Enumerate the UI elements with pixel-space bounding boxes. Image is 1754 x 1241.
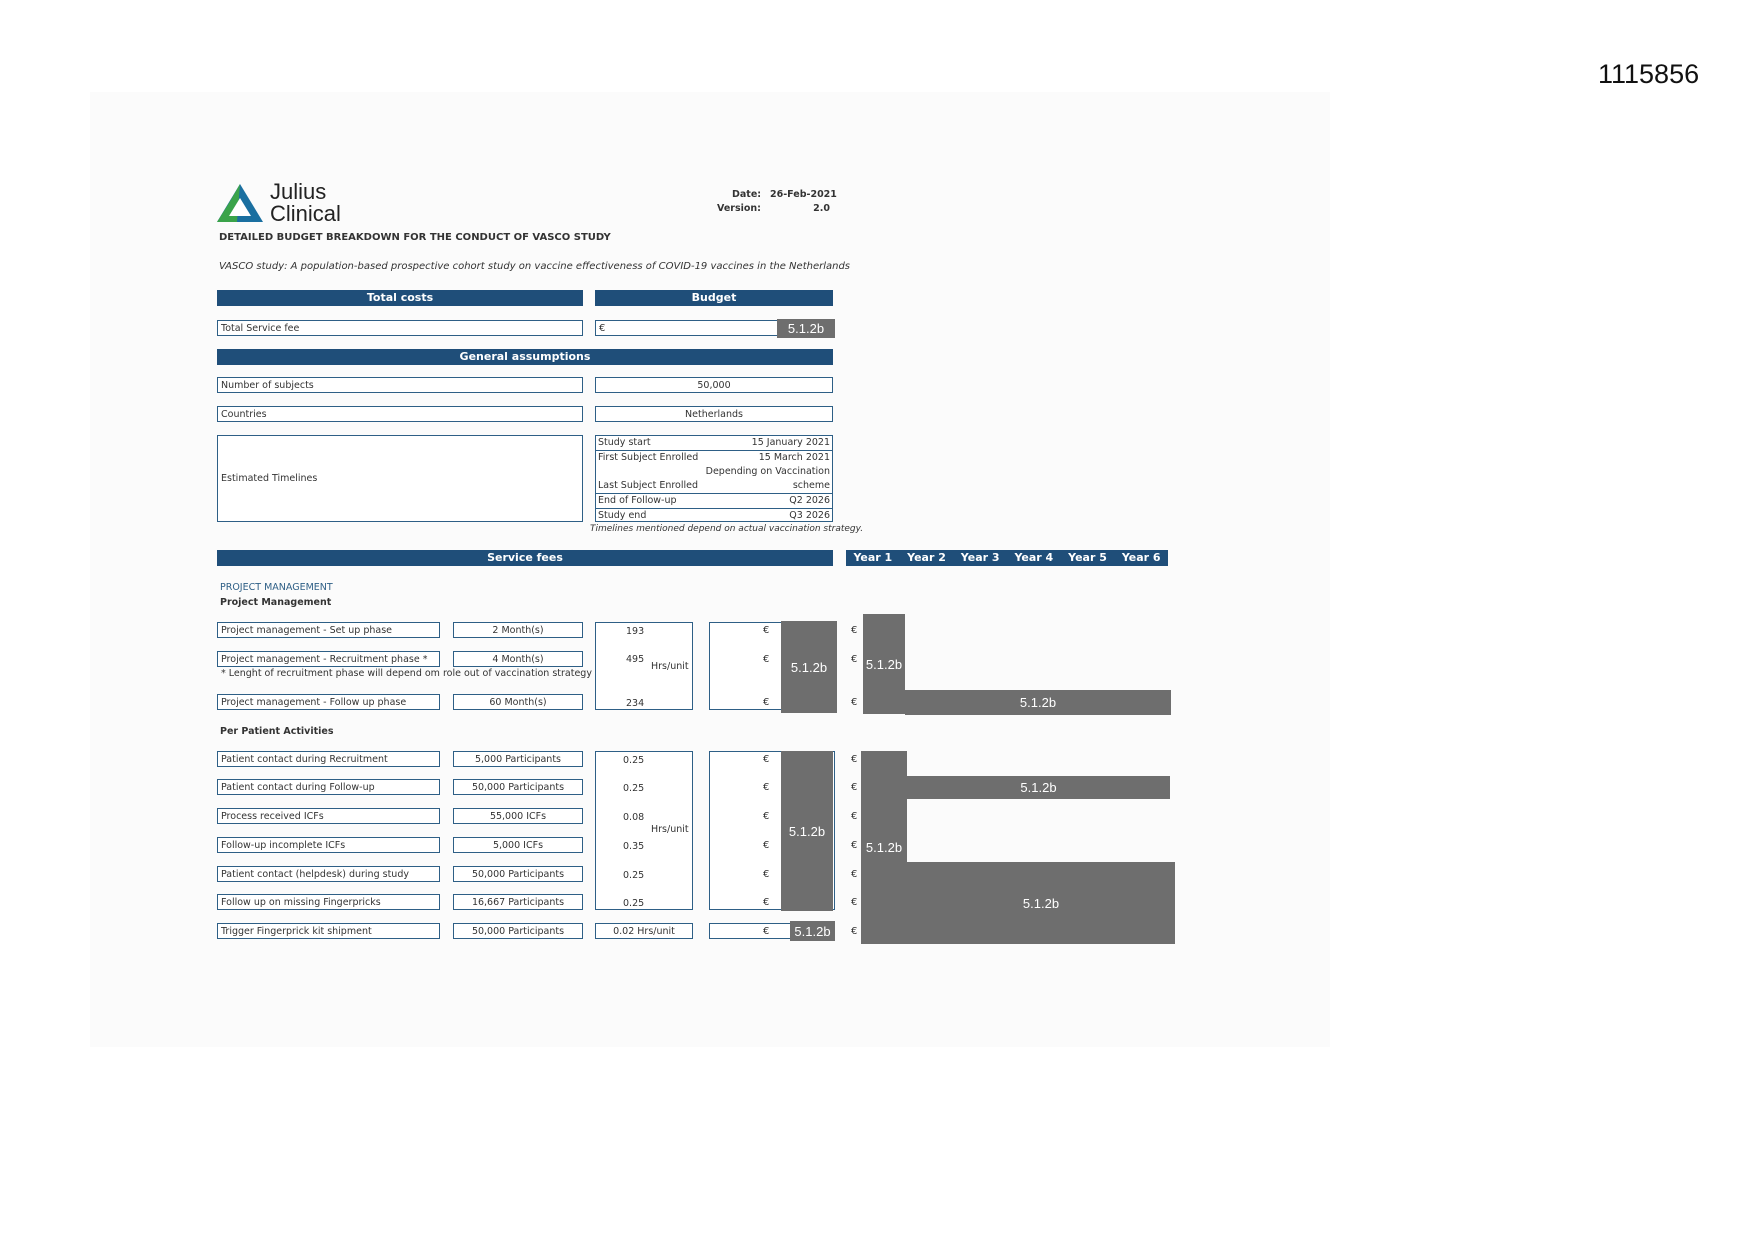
euro-sign: €: [851, 782, 858, 793]
pp-row-qty: 50,000 Participants: [453, 866, 583, 882]
timeline-value: Q3 2026: [789, 510, 830, 521]
version-value: 2.0: [813, 203, 830, 214]
timeline-value: 15 January 2021: [751, 437, 830, 448]
year-4-header: Year 4: [1007, 550, 1061, 566]
pm-row-label: Project management - Set up phase: [217, 622, 440, 638]
budget-header: Budget: [595, 290, 833, 306]
company-name: [270, 181, 341, 225]
pp-row-label: Follow up on missing Fingerpricks: [217, 894, 440, 910]
version-label: Version:: [717, 203, 761, 214]
redaction-pp-cost: 5.1.2b: [781, 751, 833, 911]
company-logo: [215, 182, 265, 224]
pm-row-label: Project management - Follow up phase: [217, 694, 440, 710]
redaction-pm-years: 5.1.2b: [905, 690, 1171, 715]
pm-hours-value: 193: [626, 626, 645, 637]
euro-sign: €: [763, 897, 770, 908]
timeline-value: Depending on Vaccination: [705, 466, 830, 477]
euro-sign: €: [763, 926, 770, 937]
pp-row-qty: 16,667 Participants: [453, 894, 583, 910]
timeline-value: 15 March 2021: [758, 452, 830, 463]
timeline-table: [595, 435, 833, 522]
pm-note: * Lenght of recruitment phase will depend om role out of vaccination strategy: [221, 668, 592, 679]
euro-sign: €: [851, 926, 858, 937]
timeline-note: Timelines mentioned depend on actual vaccination strategy.: [590, 524, 864, 534]
pp-hours-value: 0.25: [623, 755, 645, 766]
pp-unit-label: Hrs/unit: [651, 824, 689, 835]
service-fees-header: Service fees: [217, 550, 833, 566]
date-value: 26-Feb-2021: [770, 189, 837, 200]
pm-group-label: Project Management: [220, 597, 332, 608]
document-id: 1115856: [1598, 59, 1700, 89]
pp-row-qty: 5,000 ICFs: [453, 837, 583, 853]
year-3-header: Year 3: [953, 550, 1007, 566]
pp-row-qty: 55,000 ICFs: [453, 808, 583, 824]
timeline-label: Last Subject Enrolled: [598, 480, 699, 491]
timeline-row: [596, 508, 832, 523]
pp-row-label: Patient contact during Follow-up: [217, 779, 440, 795]
euro-sign: €: [763, 840, 770, 851]
year-5-header: Year 5: [1061, 550, 1115, 566]
euro-sign: €: [851, 897, 858, 908]
timeline-row: [596, 493, 832, 508]
pp-row-qty: 50,000 Participants: [453, 779, 583, 795]
euro-sign: €: [851, 625, 858, 636]
euro-sign: €: [851, 654, 858, 665]
redaction-trigger-cost: 5.1.2b: [790, 921, 835, 941]
timeline-value: scheme: [792, 480, 830, 491]
euro-sign: €: [851, 811, 858, 822]
redaction-pm-year1: 5.1.2b: [863, 614, 905, 714]
timeline-row: [596, 450, 832, 465]
total-costs-header: Total costs: [217, 290, 583, 306]
euro-sign: €: [851, 754, 858, 765]
pp-row-label: Process received ICFs: [217, 808, 440, 824]
pm-row-qty: 4 Month(s): [453, 651, 583, 667]
euro-sign: €: [599, 322, 606, 334]
pp-hours-value: 0.25: [623, 783, 645, 794]
redaction-pp-years-b: 5.1.2b: [907, 862, 1175, 944]
pp-hours-value: 0.08: [623, 812, 645, 823]
total-service-fee-label: Total Service fee: [217, 320, 583, 336]
timeline-value: Q2 2026: [789, 495, 830, 506]
euro-sign: €: [851, 697, 858, 708]
euro-sign: €: [763, 654, 770, 665]
trigger-row-label: Trigger Fingerprick kit shipment: [217, 923, 440, 939]
years-header: [846, 550, 1168, 566]
subjects-label: Number of subjects: [217, 377, 583, 393]
countries-label: Countries: [217, 406, 583, 422]
pm-row-label: Project management - Recruitment phase *: [217, 651, 440, 667]
general-assumptions-header: General assumptions: [217, 349, 833, 365]
document-subtitle: VASCO study: A population-based prospective cohort study on vaccine effectiveness of COVID-19 vaccines in the Netherlands: [219, 261, 851, 272]
euro-sign: €: [763, 625, 770, 636]
subjects-value: 50,000: [595, 377, 833, 393]
pm-row-qty: 2 Month(s): [453, 622, 583, 638]
trigger-unit: Hrs/unit: [637, 925, 675, 937]
pp-row-label: Follow-up incomplete ICFs: [217, 837, 440, 853]
timeline-label: First Subject Enrolled: [598, 452, 699, 463]
trigger-hours-value: 0.02: [613, 925, 635, 937]
pm-row-qty: 60 Month(s): [453, 694, 583, 710]
timeline-label: Study end: [598, 510, 647, 521]
pp-hours-value: 0.35: [623, 841, 645, 852]
pp-hours-value: 0.25: [623, 898, 645, 909]
trigger-row-hours: [595, 923, 693, 939]
euro-sign: €: [763, 697, 770, 708]
date-label: Date:: [732, 189, 762, 200]
euro-sign: €: [763, 754, 770, 765]
euro-sign: €: [851, 869, 858, 880]
euro-sign: €: [763, 811, 770, 822]
redaction-pp-year1: 5.1.2b: [861, 751, 907, 944]
trigger-row-qty: 50,000 Participants: [453, 923, 583, 939]
timeline-label: End of Follow-up: [598, 495, 677, 506]
document-title: DETAILED BUDGET BREAKDOWN FOR THE CONDUCT OF VASCO STUDY: [219, 232, 611, 243]
pp-row-qty: 5,000 Participants: [453, 751, 583, 767]
year-2-header: Year 2: [900, 550, 954, 566]
pm-hours-value: 234: [626, 698, 645, 709]
euro-sign: €: [851, 840, 858, 851]
pp-hours-value: 0.25: [623, 870, 645, 881]
euro-sign: €: [763, 782, 770, 793]
company-name-line2: Clinical: [270, 201, 341, 226]
timeline-row: [596, 436, 832, 450]
timelines-label: Estimated Timelines: [217, 435, 583, 522]
pp-row-label: Patient contact (helpdesk) during study: [217, 866, 440, 882]
timeline-row: [596, 479, 832, 493]
pm-hours-value: 495: [626, 654, 645, 665]
euro-sign: €: [763, 869, 770, 880]
logo-mark-icon: [215, 182, 265, 224]
timeline-row: [596, 465, 832, 479]
year-1-header: Year 1: [846, 550, 900, 566]
countries-value: Netherlands: [595, 406, 833, 422]
year-6-header: Year 6: [1114, 550, 1168, 566]
pp-group-label: Per Patient Activities: [220, 726, 334, 737]
redaction-pp-years-a: 5.1.2b: [907, 776, 1170, 799]
pp-row-label: Patient contact during Recruitment: [217, 751, 440, 767]
company-name-line1: Julius: [270, 179, 327, 204]
section-label: PROJECT MANAGEMENT: [220, 582, 333, 593]
redaction-total: 5.1.2b: [777, 319, 835, 338]
pm-unit-label: Hrs/unit: [651, 661, 689, 672]
timeline-label: Study start: [598, 437, 651, 448]
redaction-pm-cost: 5.1.2b: [781, 621, 837, 713]
